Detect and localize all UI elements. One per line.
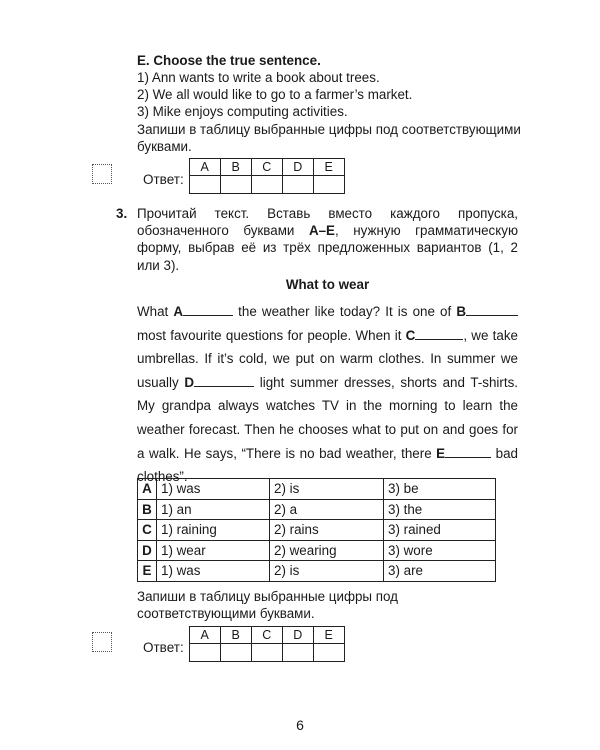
task-3-answer-instruction: Запиши в таблицу выбранные цифры под соответствующими буквами. [137,589,398,621]
option-a-1: 1) was [157,479,270,500]
answer-grid-2 [143,626,345,662]
options-row-e [138,561,496,582]
task-3-instruction-part-1: Прочитай текст. Вставь вместо каждого пропуска, обозначенного буквами [137,206,518,239]
options-letter-b: B [138,499,157,520]
answer2-cell-c[interactable] [251,644,282,662]
story-seg-3: most favourite questions for people. When it [137,327,406,343]
options-row-c [138,520,496,541]
task-3-instruction [137,205,518,274]
answer-cell-d[interactable] [282,176,313,194]
answer2-cell-e[interactable] [313,644,344,662]
options-letter-d: D [138,540,157,561]
option-a-3: 3) be [384,479,496,500]
answer2-letter-e: E [313,627,344,644]
answer-table-1 [189,158,345,194]
story-text [137,300,518,489]
options-letter-a: A [138,479,157,500]
gap-a[interactable] [183,303,233,316]
gap-e[interactable] [445,445,491,458]
option-a-2: 2) is [270,479,384,500]
answer2-cell-b[interactable] [220,644,251,662]
section-e [137,52,527,155]
task-3-instruction-part-2: , нужную грамматическую форму, выбрав её из трёх предложенных вариантов (1, 2 или 3). [137,223,518,273]
section-e-option-3: 3) Mike enjoys computing activities. [137,104,348,119]
story-seg-1: What [137,304,174,319]
answer-cell-e[interactable] [313,176,344,194]
option-d-1: 1) wear [157,540,270,561]
section-e-option-2: 2) We all would like to go to a farmer’s market. [137,87,413,102]
section-e-heading: E. Choose the true sentence. [137,53,321,68]
page-number: 6 [296,717,304,733]
option-b-3: 3) the [384,499,496,520]
task-3-instruction-letters: A–E [308,223,335,239]
options-row-d [138,540,496,561]
task-3 [116,205,518,274]
section-e-option-1: 1) Ann wants to write a book about trees. [137,70,380,85]
story-seg-2: the weather like today? It is one of [233,304,457,319]
option-e-3: 3) are [384,561,496,582]
gap-c[interactable] [415,327,463,340]
option-c-1: 1) raining [157,520,270,541]
option-c-2: 2) rains [270,520,384,541]
gap-letter-d: D [184,374,195,390]
answer-letter-a: A [189,159,220,176]
answer2-cell-a[interactable] [189,644,220,662]
options-letter-e: E [138,561,157,582]
story-seg-6: bad clothes”. [137,445,518,485]
text-title: What to wear [285,277,370,292]
answer2-letter-b: B [220,627,251,644]
answer-grid-1 [143,158,345,194]
option-c-3: 3) rained [384,520,496,541]
gap-d[interactable] [194,374,254,387]
answer2-letter-c: C [251,627,282,644]
option-d-2: 2) wearing [270,540,384,561]
options-row-a [138,479,496,500]
answer-cell-c[interactable] [251,176,282,194]
answer-letter-b: B [220,159,251,176]
answer-cell-b[interactable] [220,176,251,194]
option-e-1: 1) was [157,561,270,582]
answer-letter-d: D [282,159,313,176]
option-b-1: 1) an [157,499,270,520]
score-box-2[interactable] [92,632,112,652]
options-row-b [138,499,496,520]
answer-label-2: Ответ: [143,639,184,655]
score-box-1[interactable] [92,164,112,184]
answer-letter-c: C [251,159,282,176]
answer-cell-a[interactable] [189,176,220,194]
option-d-3: 3) wore [384,540,496,561]
answer-label-1: Ответ: [143,171,184,187]
options-table [137,478,496,582]
task-3-number: 3. [116,206,128,221]
answer-letter-e: E [313,159,344,176]
answer2-cell-d[interactable] [282,644,313,662]
story-seg-5: light summer dresses, shorts and T-shirts. My grandpa always watches TV in the morning to learn the weather forecast. Then he chooses what to put on and goes for a walk. He says, “There is no bad weather, there [137,374,518,461]
gap-letter-a: A [173,304,184,319]
answer-table-2 [189,626,345,662]
option-b-2: 2) a [270,499,384,520]
options-letter-c: C [138,520,157,541]
story-seg-4: , we take umbrellas. If it’s cold, we put on warm clothes. In summer we usually [137,327,518,390]
answer2-letter-d: D [282,627,313,644]
gap-letter-e: E [436,445,446,461]
gap-letter-b: B [456,304,467,319]
gap-letter-c: C [405,327,416,343]
answer2-letter-a: A [189,627,220,644]
section-e-instruction: Запиши в таблицу выбранные цифры под соответствующими буквами. [137,122,521,154]
option-e-2: 2) is [270,561,384,582]
gap-b[interactable] [466,303,518,316]
